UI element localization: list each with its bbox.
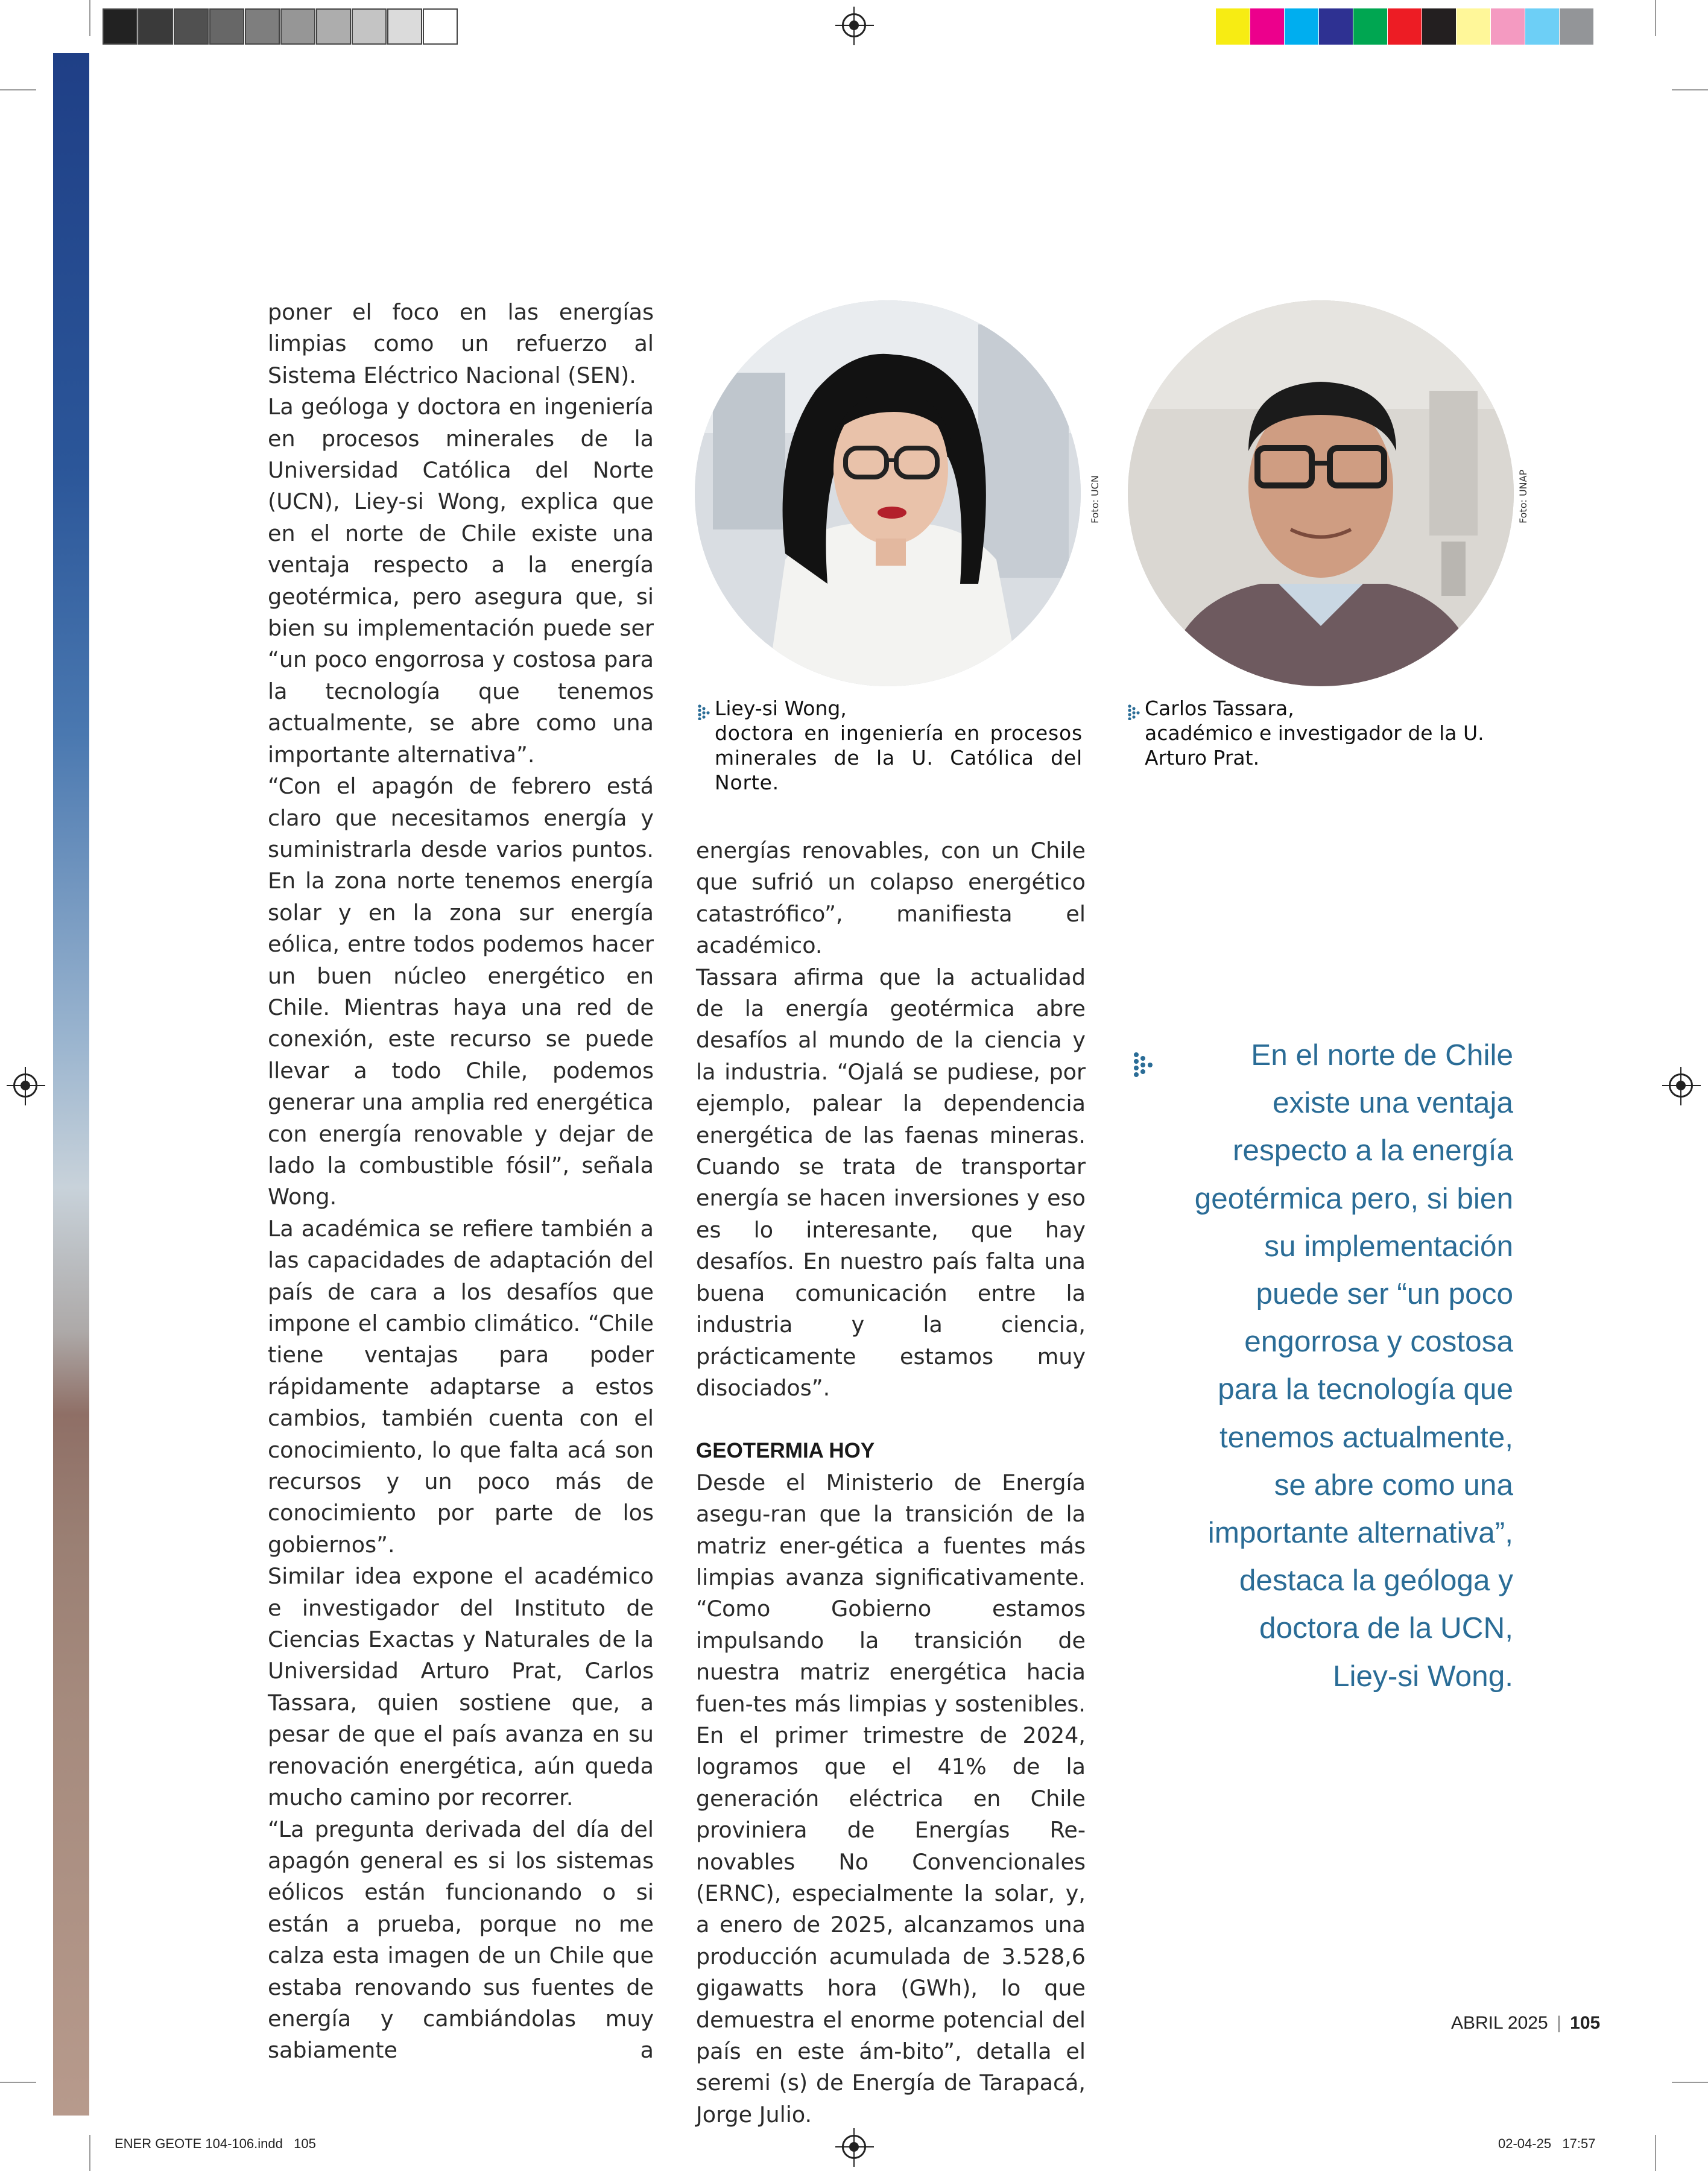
paragraph: “La pregunta derivada del día del apagón general es si los sistemas eólicos están funcionando o si están a prueba, porque no me calza esta imagen de un Chile que estaba renovando sus fuentes de energía y cambiándolas muy sabiamente a	[268, 1816, 654, 2064]
quote-line: En el norte de Chile	[1251, 1038, 1513, 1072]
caption-role: doctora en ingeniería en procesos minerales de la U. Católica del Norte.	[715, 721, 1083, 794]
gray-swatch	[316, 8, 351, 45]
gray-swatch	[387, 8, 422, 45]
slug-date: 02-04-25 17:57	[1498, 2136, 1596, 2151]
registration-mark-icon	[842, 13, 866, 37]
color-swatch	[1560, 8, 1593, 45]
page-number: 105	[1570, 2013, 1601, 2033]
bullet-dots-icon	[1128, 701, 1140, 725]
crop-mark	[0, 2082, 36, 2083]
quote-line: doctora de la UCN,	[1259, 1611, 1513, 1645]
crop-mark	[89, 0, 90, 36]
registration-mark-icon	[1669, 1073, 1693, 1098]
portrait-photo-tassara	[1128, 300, 1514, 686]
paragraph: La académica se refiere también a las capacidades de adaptación del país de cara a los desafíos que impone el cambio climático. “Chile tiene ventajas para poder rápidamente adaptarse a estos cambios, también cuenta con el conocimiento, lo que falta acá son recursos y un poco más de conocimiento por parte de los gobiernos”.	[268, 1215, 654, 1558]
color-swatch	[1422, 8, 1456, 45]
paragraph: “Con el apagón de febrero está claro que necesitamos energía y suministrarla desde varios puntos. En la zona norte tenemos energía solar y en la zona sur energía eólica, entre todos podemos hacer un buen núcleo energético en Chile. Mientras haya una red de conexión, este recurso se puede llevar a todo Chile, podemos generar una amplia red energética con energía renovable y dejar de lado la combustible fósil”, señala Wong.	[268, 773, 654, 1210]
quote-line: existe una ventaja	[1272, 1086, 1513, 1120]
photo-caption-tassara	[1145, 696, 1519, 770]
caption-role: académico e investigador de la U. Arturo Prat.	[1145, 721, 1484, 769]
portrait-illustration	[695, 300, 1081, 686]
quote-line: geotérmica pero, si bien	[1194, 1181, 1513, 1215]
color-swatch	[1250, 8, 1284, 45]
color-swatch	[1457, 8, 1490, 45]
photo-caption-wong	[715, 696, 1083, 795]
gray-swatch	[245, 8, 280, 45]
registration-mark-icon	[842, 2135, 866, 2159]
quote-line: para la tecnología que	[1218, 1373, 1513, 1406]
color-swatch	[1525, 8, 1559, 45]
paragraph: Similar idea expone el académico e investigador del Instituto de Ciencias Exactas y Naturales de la Universidad Arturo Prat, Carlos Tassara, quien sostiene que, a pesar de que el país avanza en su renovación energética, aún queda mucho camino por recorrer.	[268, 1563, 654, 1811]
color-swatch	[1388, 8, 1422, 45]
quote-line: destaca la geóloga y	[1239, 1564, 1513, 1597]
paragraph: Tassara afirma que la actualidad de la energía geotérmica abre desafíos al mundo de la ciencia y la industria. “Ojalá se pudiese, por ejemplo, palear la dependencia energética de las faenas mineras. Cuando se trata de transportar energía se hacen inversiones y eso es lo interesante, que hay desafíos. En nuestro país falta una buena comunicación entre la industria y la ciencia, prácticamente estamos muy disociados”.	[696, 964, 1086, 1401]
quote-line: puede ser “un poco	[1256, 1277, 1513, 1311]
gray-swatch	[352, 8, 387, 45]
quote-line: se abre como una	[1274, 1468, 1513, 1502]
color-swatch	[1216, 8, 1250, 45]
article-column-2	[696, 835, 1086, 2131]
crop-mark	[89, 2135, 90, 2171]
issue-date: ABRIL 2025	[1451, 2013, 1548, 2033]
quote-line: importante alternativa”,	[1207, 1516, 1513, 1550]
paragraph: Desde el Ministerio de Energía asegu-ran que la transición de la matriz ener-gética a fuentes más limpias avanza significativamente. “Como Gobierno estamos impulsando la transición de nuestra matriz energética hacia fuen-tes más limpias y sostenibles. En el primer trimestre de 2024, logramos que el 41% de la generación eléctrica en Chile proviniera de Energías Re-novables No Convencionales (ERNC), especialmente la solar, y, a enero de 2025, alcanzamos una producción acumulada de 3.528,6 gigawatts hora (GWh), lo que demuestra el enorme potencial del país en este ám-bito”, detalla el seremi (s) de Energía de Tarapacá, Jorge Julio.	[696, 1469, 1086, 2128]
caption-name: Carlos Tassara,	[1145, 697, 1294, 720]
gray-swatch	[174, 8, 209, 45]
photo-credit: Foto: UNAP	[1517, 469, 1529, 523]
color-swatch	[1353, 8, 1387, 45]
color-swatch	[1491, 8, 1525, 45]
crop-mark	[1672, 89, 1708, 90]
crop-mark	[1655, 2135, 1656, 2171]
article-column-1	[268, 297, 654, 2067]
page-folio	[1451, 2013, 1600, 2034]
quote-line: tenemos actualmente,	[1219, 1420, 1513, 1454]
quote-line: su implementación	[1264, 1229, 1513, 1263]
section-heading: GEOTERMIA HOY	[696, 1439, 875, 1463]
quote-line: Liey-si Wong.	[1333, 1659, 1513, 1693]
crop-mark	[1655, 0, 1656, 36]
photo-credit: Foto: UCN	[1089, 475, 1101, 523]
quote-line: engorrosa y costosa	[1244, 1325, 1513, 1359]
gray-swatch	[423, 8, 458, 45]
paragraph: La geóloga y doctora en ingeniería en procesos minerales de la Universidad Católica del Norte (UCN), Liey-si Wong, explica que en el norte de Chile existe una ventaja respecto a la energía geotérmica, pero asegura que, si bien su implementación puede ser “un poco engorrosa y costosa para la tecnología que tenemos actualmente, se abre como una importante alternativa”.	[268, 394, 654, 768]
gray-swatch	[280, 8, 315, 45]
color-swatch	[1285, 8, 1318, 45]
color-swatch	[1319, 8, 1353, 45]
portrait-illustration	[1128, 300, 1514, 686]
slug-filename: ENER GEOTE 104-106.indd 105	[115, 2136, 316, 2151]
gray-swatch	[138, 8, 173, 45]
folio-separator: |	[1557, 2013, 1561, 2033]
paragraph: energías renovables, con un Chile que sufrió un colapso energético catastrófico”, manifiesta el académico.	[696, 838, 1086, 959]
gray-swatch	[103, 8, 138, 45]
gray-swatch	[209, 8, 244, 45]
paragraph: poner el foco en las energías limpias como un refuerzo al Sistema Eléctrico Nacional (SEN).	[268, 299, 654, 388]
bullet-dots-icon	[698, 701, 710, 725]
caption-name: Liey-si Wong,	[715, 697, 847, 720]
crop-mark	[1672, 2082, 1708, 2083]
quote-line: respecto a la energía	[1232, 1134, 1513, 1168]
bullet-dots-icon	[1133, 1044, 1155, 1092]
portrait-photo-wong	[695, 300, 1081, 686]
registration-mark-icon	[13, 1073, 37, 1098]
background-image-strip	[53, 53, 89, 2116]
pull-quote	[1139, 1031, 1513, 1700]
crop-mark	[0, 89, 36, 90]
